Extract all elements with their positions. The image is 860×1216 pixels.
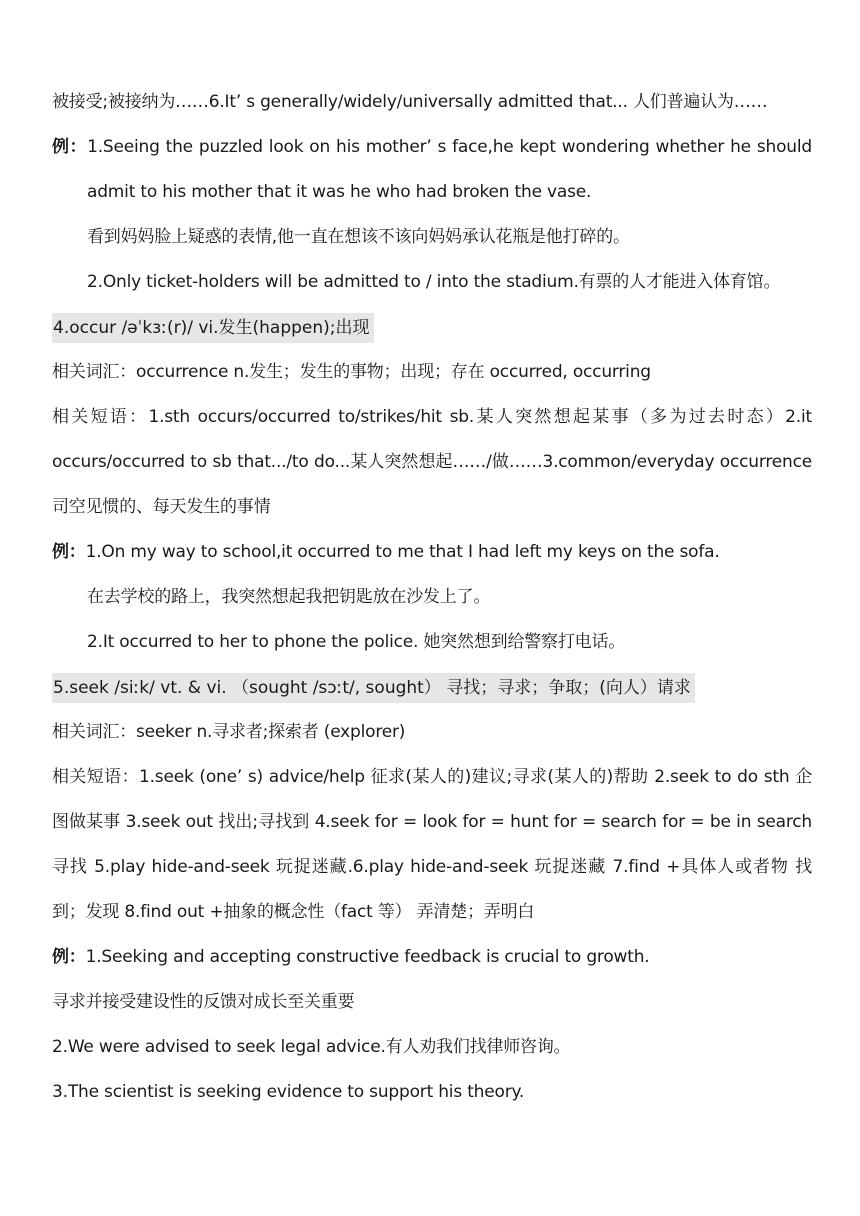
example-line — [52, 125, 812, 170]
example-line: 2.It occurred to her to phone the police. 她突然想到给警察打电话。 — [87, 632, 626, 652]
example-translation: 寻求并接受建设性的反馈对成长至关重要 — [52, 992, 355, 1012]
example-label: 例： — [52, 947, 86, 967]
related-phrases-continuation: 图做某事 3.seek out 找出;寻找到 4.seek for = look for = hunt for = search for = be in search — [52, 812, 812, 832]
heading-text: 4.occur /əˈkɜː(r)/ vi.发生(happen);出现 — [52, 313, 374, 343]
example-text: 1.On my way to school,it occurred to me that I had left my keys on the sofa. — [85, 542, 720, 562]
section-heading-occur — [52, 305, 812, 350]
related-phrases: 相关短语：1.seek (one’ s) advice/help 征求(某人的)建议;寻求(某人的)帮助 2.seek to do sth 企 — [52, 767, 812, 787]
example-line: 3.The scientist is seeking evidence to support his theory. — [52, 1082, 525, 1102]
example-line — [52, 530, 812, 575]
related-phrases-continuation: occurs/occurred to sb that.../to do...某人突然想起……/做……3.common/everyday occurrence — [52, 452, 812, 472]
example-translation: 看到妈妈脸上疑惑的表情,他一直在想该不该向妈妈承认花瓶是他打碎的。 — [87, 227, 630, 247]
related-words: 相关词汇：seeker n.寻求者;探索者 (explorer) — [52, 722, 406, 742]
document-page — [52, 80, 812, 1115]
example-continuation: admit to his mother that it was he who had broken the vase. — [87, 182, 592, 202]
related-words: 相关词汇：occurrence n.发生；发生的事物；出现；存在 occurred, occurring — [52, 362, 651, 382]
related-phrases-continuation: 寻找 5.play hide-and-seek 玩捉迷藏.6.play hide-and-seek 玩捉迷藏 7.find +具体人或者物 找 — [52, 857, 812, 877]
heading-text: 5.seek /siːk/ vt. & vi. （sought /sɔːt/, sought） 寻找；寻求；争取；(向人）请求 — [52, 673, 695, 703]
related-phrases: 相关短语：1.sth occurs/occurred to/strikes/hit sb.某人突然想起某事（多为过去时态）2.it — [52, 407, 812, 427]
example-text: 1.Seeking and accepting constructive feedback is crucial to growth. — [85, 947, 650, 967]
example-label: 例： — [52, 542, 86, 562]
example-line: 2.Only ticket-holders will be admitted to / into the stadium.有票的人才能进入体育馆。 — [87, 272, 781, 292]
related-phrases-continuation: 到；发现 8.find out +抽象的概念性（fact 等） 弄清楚；弄明白 — [52, 902, 535, 922]
text-line: 被接受;被接纳为……6.It’ s generally/widely/universally admitted that... 人们普遍认为…… — [52, 92, 768, 112]
example-label: 例： — [52, 137, 88, 157]
example-text: 1.Seeing the puzzled look on his mother’ s face,he kept wondering whether he should — [87, 137, 812, 157]
section-heading-seek — [52, 665, 812, 710]
example-line: 2.We were advised to seek legal advice.有人劝我们找律师咨询。 — [52, 1037, 571, 1057]
related-phrases-continuation: 司空见惯的、每天发生的事情 — [52, 497, 271, 517]
example-line — [52, 935, 812, 980]
example-translation: 在去学校的路上，我突然想起我把钥匙放在沙发上了。 — [87, 587, 491, 607]
